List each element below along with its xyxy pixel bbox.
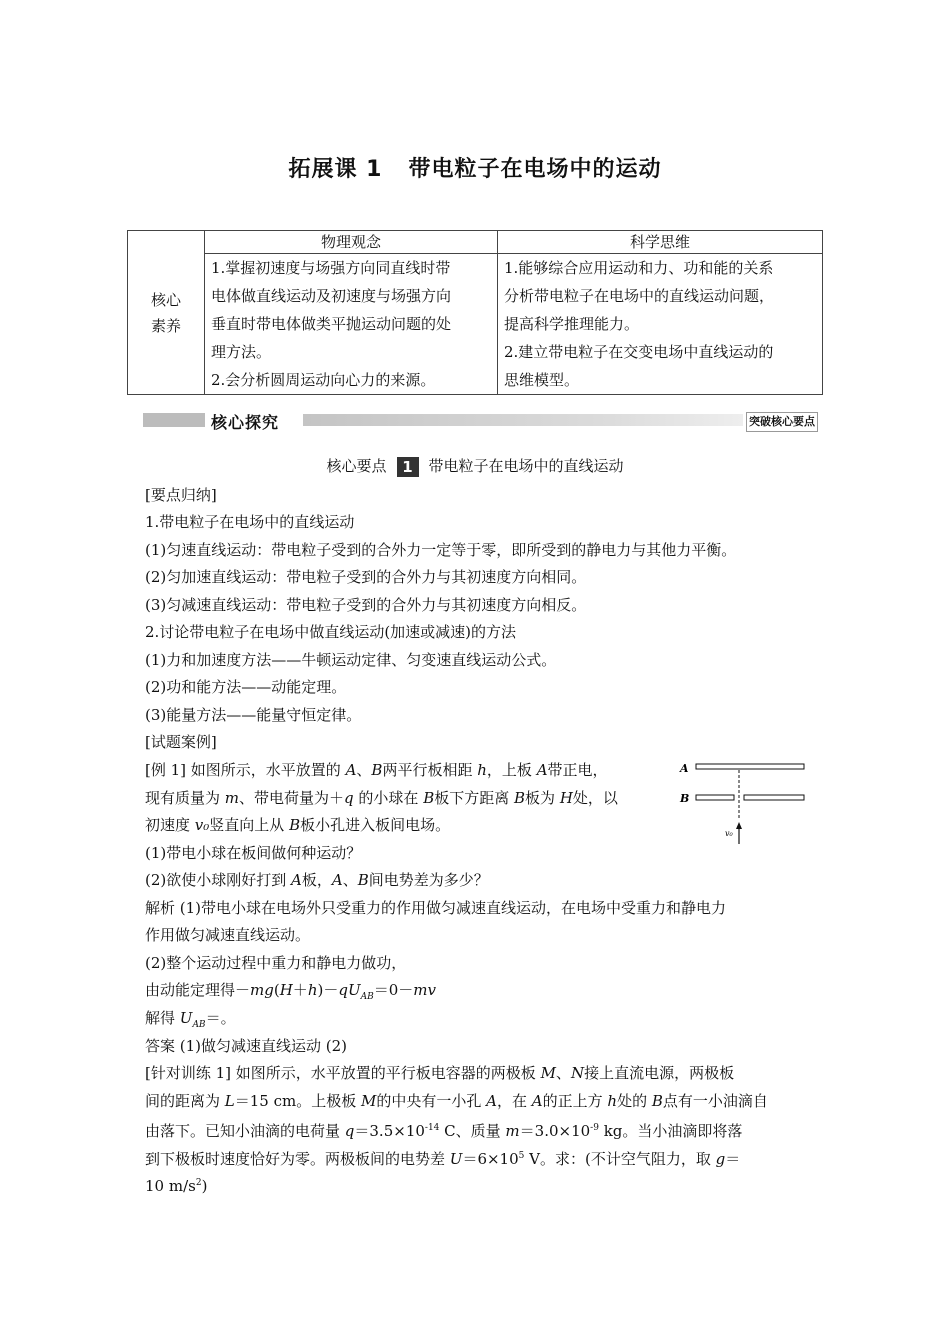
example-line: [例 1] 如图所示，水平放置的 A、B两平行板相距 h，上板 A带正电， (145, 761, 608, 779)
side-label: 核心 素养 (128, 231, 205, 395)
text-line: [试题案例] (145, 733, 217, 751)
plate-a-label: A (680, 762, 689, 775)
arrow-head-icon (736, 822, 742, 829)
core-literacy-table (127, 230, 823, 395)
question-line: (1)带电小球在板间做何种运动？ (145, 844, 362, 862)
section-number-badge: 1 (397, 457, 419, 477)
text-line: (2)匀加速直线运动：带电粒子受到的合外力与其初速度方向相同。 (145, 568, 587, 586)
v0-label: v₀ (725, 829, 733, 838)
text-line: (1)匀速直线运动：带电粒子受到的合外力一定等于零，即所受到的静电力与其他力平衡。 (145, 541, 737, 559)
plate-a (696, 764, 804, 769)
solution-line: 解得 $U_{AB}=$。 (145, 1009, 236, 1030)
text-line: (1)力和加速度方法——牛顿运动定律、匀变速直线运动公式。 (145, 651, 557, 669)
col-physics-content: 1.掌握初速度与场强方向同直线时带 电体做直线运动及初速度与场强方向 垂直时带电体做类平抛运动问题的处 理方法。 2.会分析圆周运动向心力的来源。 (205, 254, 498, 395)
banner-title: 核心探究 (211, 413, 280, 432)
solution-line: (2)整个运动过程中重力和静电力做功， (145, 954, 407, 972)
banner-left-bar (143, 413, 205, 427)
parallel-plates-diagram (676, 758, 816, 850)
col-head-physics: 物理观念 (205, 231, 498, 254)
banner-right-bar (303, 414, 743, 426)
drill-line: 间的距离为 L＝15 cm。上极板 M的中央有一小孔 A，在 A的正上方 h处的 B点有一小油滴自 (145, 1092, 768, 1110)
answer-line: 答案 (1)做匀减速直线运动 (2) (145, 1037, 348, 1055)
text-line: (2)功和能方法——动能定理。 (145, 678, 347, 696)
plate-b-left (696, 795, 734, 800)
question-line: (2)欲使小球刚好打到 A板，A、B间电势差为多少？ (145, 871, 489, 889)
text-line: (3)匀减速直线运动：带电粒子受到的合外力与其初速度方向相反。 (145, 596, 587, 614)
text-line: 1.带电粒子在电场中的直线运动 (145, 513, 355, 531)
page-title: 拓展课 1 带电粒子在电场中的运动 (288, 157, 662, 182)
text-line: [要点归纳] (145, 486, 217, 504)
solution-line: 解析 (1)带电小球在电场外只受重力的作用做匀减速直线运动，在电场中受重力和静电力 (145, 899, 727, 917)
drill-line: 到下极板时速度恰好为零。两极板间的电势差 $U=6\times 10^5$ V。求：(不计空气阻力，取 g＝ (145, 1150, 741, 1168)
solution-line: 由动能定理得$-mg(H+h)-qU_{AB}=0-mv$ (145, 981, 436, 1002)
solution-line: 作用做匀减速直线运动。 (145, 926, 311, 944)
drill-line: 10 $m/s^2$) (145, 1177, 208, 1195)
plate-b-label: B (680, 792, 690, 805)
text-line: 2.讨论带电粒子在电场中做直线运动(加速或减速)的方法 (145, 623, 517, 641)
section-heading: 核心要点 1 带电粒子在电场中的直线运动 (326, 457, 624, 476)
plate-b-right (744, 795, 804, 800)
example-line: 初速度 v₀竖直向上从 B板小孔进入板间电场。 (145, 816, 451, 834)
text-line: (3)能量方法——能量守恒定律。 (145, 706, 362, 724)
col-science-content: 1.能够综合应用运动和力、功和能的关系 分析带电粒子在电场中的直线运动问题， 提高科学推理能力。 2.建立带电粒子在交变电场中直线运动的 思维模型。 (498, 254, 823, 395)
example-line: 现有质量为 m、带电荷量为＋q 的小球在 B板下方距离 B板为 H处，以 (145, 789, 618, 807)
drill-line: [针对训练 1] 如图所示，水平放置的平行板电容器的两极板 M、N接上直流电源，两极板 (145, 1064, 735, 1082)
drill-line: 由落下。已知小油滴的电荷量 $q=3.5\times 10^{-14}$ C、质量 $m=3.0\times 10^{-9}$ kg。当小油滴即将落 (145, 1122, 743, 1140)
banner-tag: 突破核心要点 (746, 412, 818, 432)
section-banner (143, 410, 816, 432)
col-head-science: 科学思维 (498, 231, 823, 254)
